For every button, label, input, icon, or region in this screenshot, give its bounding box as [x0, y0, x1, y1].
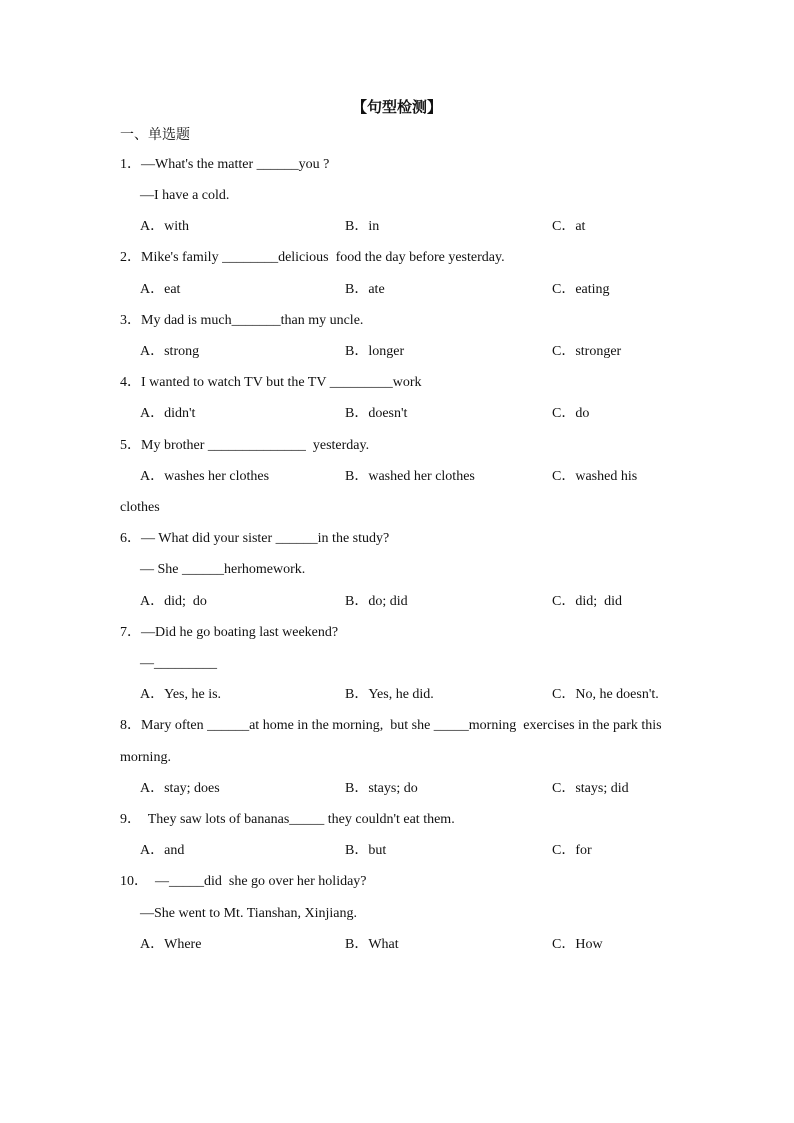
question-6-stem: 6．— What did your sister ______in the study?: [120, 531, 390, 546]
section-heading: 一、单选题: [120, 127, 190, 143]
question-8-option-c[interactable]: C．stays; did: [552, 781, 629, 796]
question-4-option-a[interactable]: A．didn't: [140, 406, 196, 421]
question-9-option-a[interactable]: A．and: [140, 843, 185, 858]
question-2-stem: 2．Mike's family ________delicious food the day before yesterday.: [120, 250, 505, 265]
question-1-dialogue: —I have a cold.: [140, 188, 230, 203]
question-8-option-a[interactable]: A．stay; does: [140, 781, 220, 796]
question-6-option-a[interactable]: A．did; do: [140, 594, 207, 609]
question-5-option-c-wrap: clothes: [120, 500, 160, 515]
question-10-stem: 10． —_____did she go over her holiday?: [120, 874, 367, 889]
question-9-option-b[interactable]: B．but: [345, 843, 387, 858]
question-7-option-c[interactable]: C．No, he doesn't.: [552, 687, 659, 702]
question-6-dialogue: — She ______herhomework.: [140, 562, 306, 577]
question-8-stem-wrap: morning.: [120, 750, 171, 765]
question-1-option-b[interactable]: B．in: [345, 219, 380, 234]
question-7-option-a[interactable]: A．Yes, he is.: [140, 687, 222, 702]
question-9-option-c[interactable]: C．for: [552, 843, 592, 858]
question-4-option-c[interactable]: C．do: [552, 406, 590, 421]
question-1-option-c[interactable]: C．at: [552, 219, 586, 234]
question-6-option-c[interactable]: C．did; did: [552, 594, 623, 609]
question-2-option-b[interactable]: B．ate: [345, 282, 385, 297]
question-9-stem: 9． They saw lots of bananas_____ they couldn't eat them.: [120, 812, 455, 827]
question-1-option-a[interactable]: A．with: [140, 219, 189, 234]
page-title: 【句型检测】: [351, 98, 442, 116]
question-8-stem: 8．Mary often ______at home in the morning, but she _____morning exercises in the park this: [120, 718, 662, 733]
question-4-option-b[interactable]: B．doesn't: [345, 406, 408, 421]
question-4-stem: 4．I wanted to watch TV but the TV _________work: [120, 375, 422, 390]
question-10-dialogue: —She went to Mt. Tianshan, Xinjiang.: [140, 906, 358, 921]
question-3-option-c[interactable]: C．stronger: [552, 344, 622, 359]
question-7-dialogue: —_________: [140, 656, 217, 671]
question-10-option-a[interactable]: A．Where: [140, 937, 202, 952]
question-10-option-b[interactable]: B．What: [345, 937, 399, 952]
question-3-option-b[interactable]: B．longer: [345, 344, 405, 359]
question-5-option-b[interactable]: B．washed her clothes: [345, 469, 475, 484]
question-5-stem: 5．My brother ______________ yesterday.: [120, 438, 370, 453]
question-1-stem: 1．—What's the matter ______you ?: [120, 157, 330, 172]
question-2-option-c[interactable]: C．eating: [552, 282, 610, 297]
question-3-option-a[interactable]: A．strong: [140, 344, 200, 359]
question-5-option-a[interactable]: A．washes her clothes: [140, 469, 270, 484]
question-2-option-a[interactable]: A．eat: [140, 282, 181, 297]
question-7-stem: 7．—Did he go boating last weekend?: [120, 625, 339, 640]
question-7-option-b[interactable]: B．Yes, he did.: [345, 687, 434, 702]
question-3-stem: 3．My dad is much_______than my uncle.: [120, 313, 364, 328]
question-8-option-b[interactable]: B．stays; do: [345, 781, 418, 796]
question-5-option-c[interactable]: C．washed his: [552, 469, 638, 484]
question-6-option-b[interactable]: B．do; did: [345, 594, 408, 609]
question-10-option-c[interactable]: C．How: [552, 937, 603, 952]
